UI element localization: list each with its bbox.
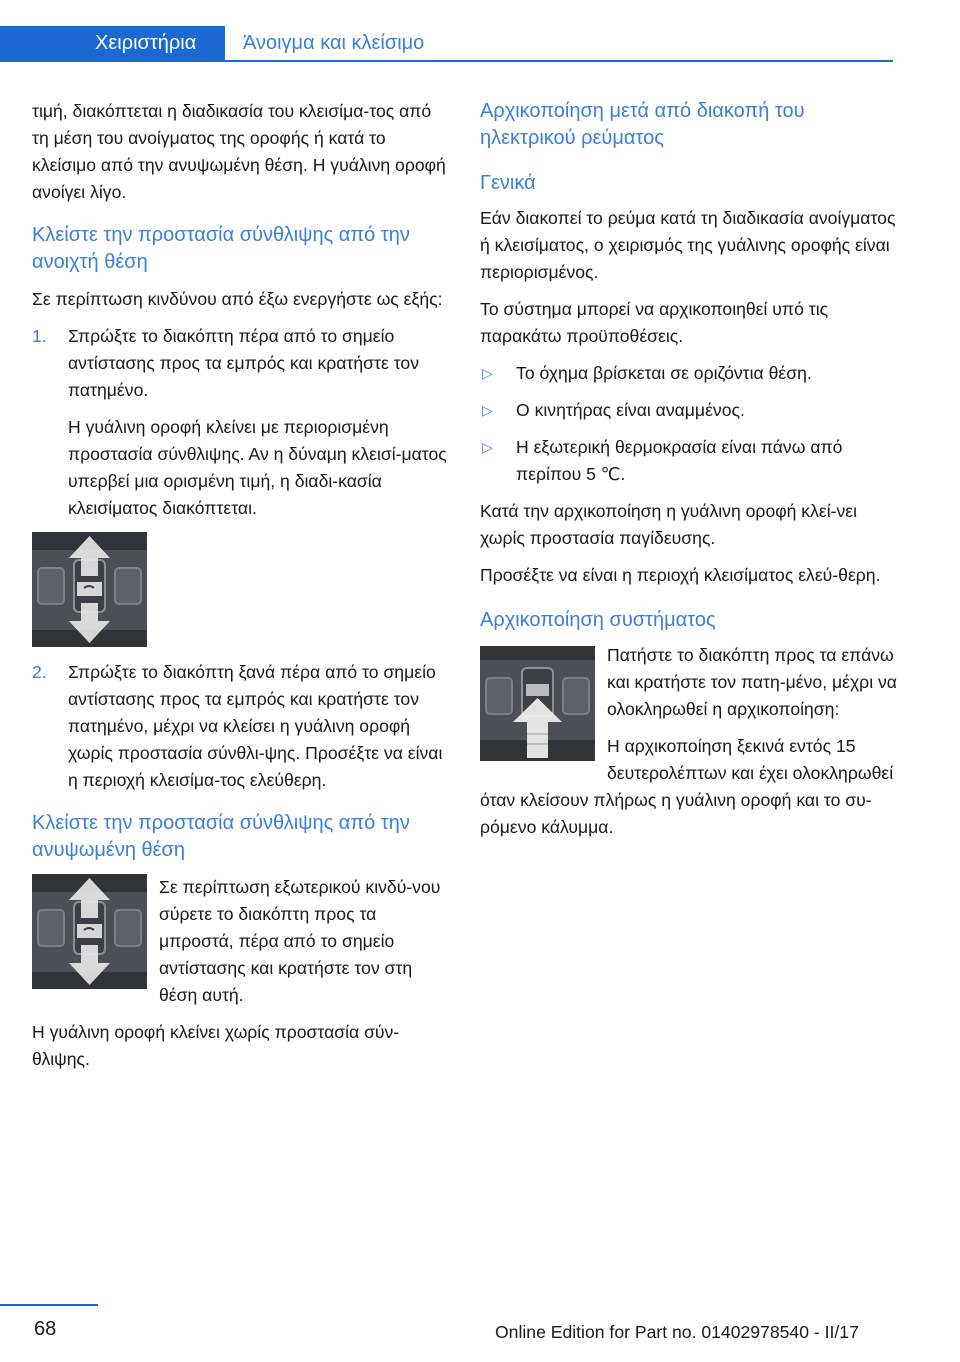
bullet-item: [480, 434, 900, 488]
switch-slide-forward-illustration: [32, 874, 147, 989]
bullet-triangle-icon: ▷: [482, 439, 493, 455]
after-bullets-paragraph-2: Προσέξτε να είναι η περιοχή κλεισίματος ελεύ‐θερη.: [480, 565, 881, 585]
open-intro-paragraph: Σε περίπτωση κινδύνου από έξω ενεργήστε ως εξής:: [32, 289, 443, 309]
raised-result: Η γυάλινη οροφή κλείνει χωρίς προστασία σύν‐θλιψης.: [32, 1022, 400, 1069]
left-column: [32, 98, 452, 1083]
step-2-text: Σπρώξτε το διακόπτη ξανά πέρα από το σημείο αντίστασης προς τα εμπρός και κρατήστε τον πατημένο, μέχρι να κλείσει η γυάλινη οροφή χωρίς προστασία σύνθλι‐ψης. Προσέξτε να είναι η περιοχή κλεισίμα‐τος ελεύθερη.: [68, 662, 443, 790]
step-2: [32, 659, 452, 794]
system-paragraph-2: Η αρχικοποίηση ξεκινά εντός 15 δευτερολέπτων και έχει ολοκληρωθεί όταν κλείσουν πλήρως η γυάλινη οροφή και το συ‐ρόμενο κάλυμμα.: [480, 736, 894, 837]
switch-push-forward-illustration: [32, 532, 147, 647]
chapter-tab: [0, 26, 225, 62]
section-tab-label: Άνοιγμα και κλείσιμο: [243, 32, 425, 54]
bullet-text: Το όχημα βρίσκεται σε οριζόντια θέση.: [516, 363, 812, 383]
bullet-text: Η εξωτερική θερμοκρασία είναι πάνω από περίπου 5 ℃.: [516, 437, 843, 484]
step-1-result: Η γυάλινη οροφή κλείνει με περιορισμένη προστασία σύνθλιψης. Αν η δύναμη κλεισί‐ματος υπερβεί μια ορισμένη τιμή, η διαδι‐κασία κλεισίματος διακόπτεται.: [68, 417, 447, 518]
step-1-text: Σπρώξτε το διακόπτη πέρα από το σημείο αντίστασης προς τα εμπρός και κρατήστε τον πατημένο.: [68, 326, 419, 400]
heading-system-initialization: Αρχικοποίηση συστήματος: [480, 609, 716, 631]
switch-push-up-illustration: [480, 646, 595, 761]
after-bullets-paragraph-1: Κατά την αρχικοποίηση η γυάλινη οροφή κλεί‐νει χωρίς προστασία παγίδευσης.: [480, 501, 858, 548]
page-header: [0, 0, 960, 62]
footer-divider: [0, 1304, 98, 1306]
bullet-triangle-icon: ▷: [482, 365, 493, 381]
chapter-tab-label: Χειριστήρια: [95, 32, 197, 54]
heading-initialization: Αρχικοποίηση μετά από διακοπή του ηλεκτρικού ρεύματος: [480, 100, 805, 149]
step-1-number: 1.: [32, 326, 47, 346]
bullet-text: Ο κινητήρας είναι αναμμένος.: [516, 400, 745, 420]
heading-close-from-raised: Κλείστε την προστασία σύνθλιψης από την ανυψωμένη θέση: [32, 812, 410, 861]
header-divider: [0, 60, 893, 62]
bullet-item: [480, 360, 900, 387]
right-column: [480, 98, 900, 851]
edition-note: Online Edition for Part no. 01402978540 - II/17: [495, 1322, 859, 1342]
step-1: [32, 323, 452, 522]
system-paragraph-1: Πατήστε το διακόπτη προς τα επάνω και κρατήστε τον πατη‐μένο, μέχρι να ολοκληρωθεί η αρχικοποίηση:: [607, 645, 897, 719]
page-number: 68: [34, 1318, 57, 1340]
heading-close-from-open: Κλείστε την προστασία σύνθλιψης από την ανοιχτή θέση: [32, 224, 410, 273]
bullet-item: [480, 397, 900, 424]
general-paragraph-1: Εάν διακοπεί το ρεύμα κατά τη διαδικασία ανοίγματος ή κλεισίματος, ο χειρισμός της γυάλινης οροφής είναι περιορισμένος.: [480, 208, 896, 282]
general-paragraph-2: Το σύστημα μπορεί να αρχικοποιηθεί υπό τις παρακάτω προϋποθέσεις.: [480, 299, 829, 346]
step-2-number: 2.: [32, 662, 47, 682]
bullet-triangle-icon: ▷: [482, 402, 493, 418]
intro-paragraph: τιμή, διακόπτεται η διαδικασία του κλεισίμα‐τος από τη μέση του ανοίγματος της οροφής ή κατά το κλείσιμο από την ανυψωμένη θέση. Η γυάλινη οροφή ανοίγει λίγο.: [32, 101, 446, 202]
system-block: [480, 642, 900, 851]
raised-text: Σε περίπτωση εξωτερικού κινδύ‐νου σύρετε το διακόπτη προς τα μπροστά, πέρα από το σημείο αντίστασης και κρατήστε τον στη θέση αυτή.: [159, 877, 441, 1005]
heading-general: Γενικά: [480, 172, 536, 194]
raised-block: [32, 874, 452, 1019]
